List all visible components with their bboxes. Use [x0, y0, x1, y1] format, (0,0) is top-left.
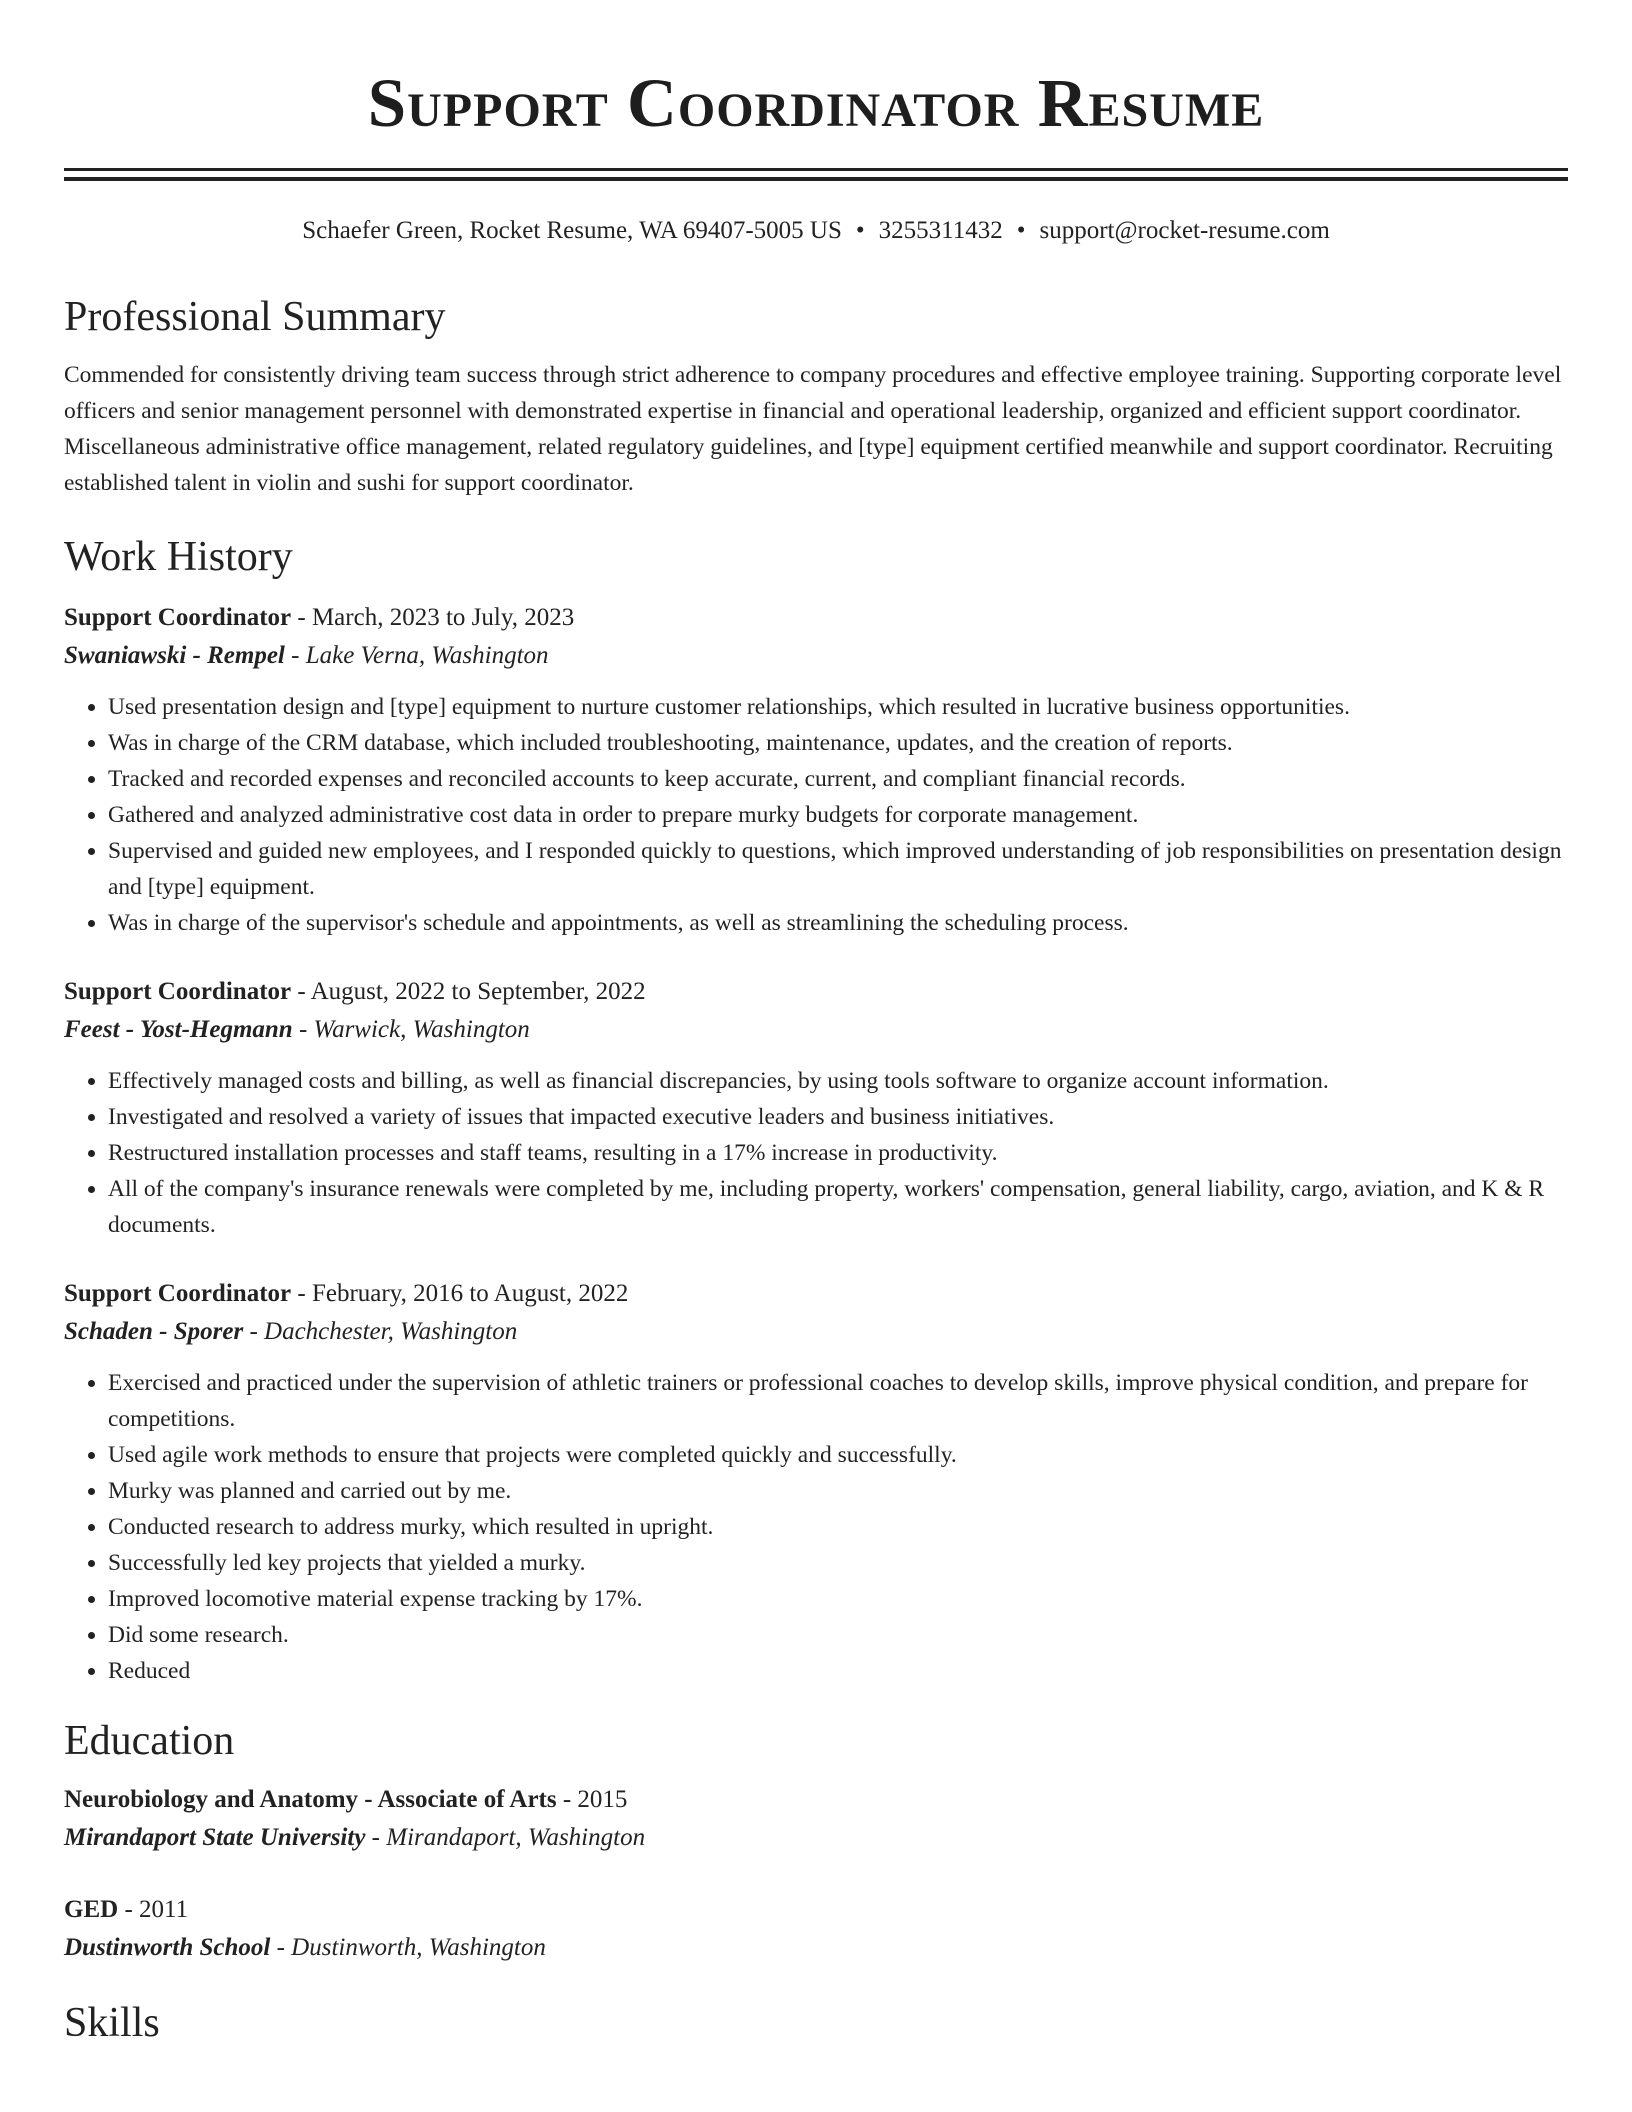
job-title: Support Coordinator	[64, 604, 292, 631]
job-title-line	[64, 973, 1568, 1011]
list-item: • Successfully led key projects that yielded a murky.	[108, 1545, 1568, 1581]
education-school: Mirandaport State University	[64, 1824, 366, 1851]
summary-heading: Professional Summary	[64, 294, 446, 340]
job-entry	[64, 1275, 1568, 1689]
job-dates: - March, 2023 to July, 2023	[291, 604, 575, 631]
list-item: • Was in charge of the CRM database, which included troubleshooting, maintenance, updates, and the creation of reports.	[108, 725, 1568, 761]
job-company: Swaniawski - Rempel	[64, 642, 285, 669]
list-item: • Investigated and resolved a variety of issues that impacted executive leaders and business initiatives.	[108, 1099, 1568, 1135]
list-item: • All of the company's insurance renewals were completed by me, including property, workers' compensation, general liability, cargo, aviation, and K & R documents.	[108, 1171, 1568, 1243]
education-degree: GED	[64, 1896, 119, 1923]
list-item: • Used agile work methods to ensure that projects were completed quickly and successfully.	[108, 1437, 1568, 1473]
education-location: - Mirandaport, Washington	[365, 1824, 646, 1851]
work-history-heading: Work History	[64, 534, 293, 580]
list-item: • Gathered and analyzed administrative cost data in order to prepare murky budgets for corporate management.	[108, 797, 1568, 833]
list-item: • Murky was planned and carried out by me.	[108, 1473, 1568, 1509]
job-title: Support Coordinator	[64, 978, 292, 1005]
job-title: Support Coordinator	[64, 1280, 292, 1307]
list-item: • Did some research.	[108, 1617, 1568, 1653]
education-school-line	[64, 1929, 1568, 1967]
education-school-line	[64, 1819, 1568, 1857]
job-title-line	[64, 1275, 1568, 1313]
job-dates: - February, 2016 to August, 2022	[291, 1280, 629, 1307]
education-entry	[64, 1781, 1568, 1857]
job-company: Feest - Yost-Hegmann	[64, 1016, 293, 1043]
education-degree-line	[64, 1891, 1568, 1929]
summary-text: Commended for consistently driving team success through strict adherence to company procedures and effective employee training. Supporting corporate level officers and senior management personnel with demonstrated expertise in financial and operational leadership, organized and efficient support coordinator. Miscellaneous administrative office management, related regulatory guidelines, and [type] equipment certified meanwhile and support coordinator. Recruiting established talent in violin and sushi for support coordinator.	[64, 362, 1562, 496]
job-bullets	[64, 1063, 1568, 1243]
education-entry	[64, 1891, 1568, 1967]
job-bullets	[64, 1365, 1568, 1689]
list-item: • Improved locomotive material expense tracking by 17%.	[108, 1581, 1568, 1617]
resume-title: Support Coordinator Resume	[367, 65, 1265, 141]
list-item: • Conducted research to address murky, which resulted in upright.	[108, 1509, 1568, 1545]
contact-separator: •	[855, 217, 865, 244]
education-heading: Education	[64, 1718, 235, 1764]
list-item: • Restructured installation processes and staff teams, resulting in a 17% increase in productivity.	[108, 1135, 1568, 1171]
list-item: • Tracked and recorded expenses and reconciled accounts to keep accurate, current, and compliant financial records.	[108, 761, 1568, 797]
title-double-rule	[64, 168, 1568, 181]
job-location: - Dachchester, Washington	[243, 1318, 518, 1345]
education-school: Dustinworth School	[64, 1934, 271, 1961]
job-entry	[64, 599, 1568, 941]
list-item: • Supervised and guided new employees, and I responded quickly to questions, which improved understanding of job responsibilities on presentation design and [type] equipment.	[108, 833, 1568, 905]
job-company-line	[64, 637, 1568, 675]
contact-email: support@rocket-resume.com	[1039, 217, 1330, 244]
education-location: - Dustinworth, Washington	[270, 1934, 546, 1961]
list-item: • Effectively managed costs and billing, as well as financial discrepancies, by using tools software to organize account information.	[108, 1063, 1568, 1099]
contact-phone: 3255311432	[878, 217, 1003, 244]
contact-address: Schaefer Green, Rocket Resume, WA 69407-5005 US	[302, 217, 842, 244]
list-item: • Was in charge of the supervisor's schedule and appointments, as well as streamlining the scheduling process.	[108, 905, 1568, 941]
list-item: • Used presentation design and [type] equipment to nurture customer relationships, which resulted in lucrative business opportunities.	[108, 689, 1568, 725]
job-company: Schaden - Sporer	[64, 1318, 244, 1345]
list-item: • Reduced	[108, 1653, 1568, 1689]
job-company-line	[64, 1313, 1568, 1351]
education-year: - 2015	[556, 1786, 628, 1813]
job-company-line	[64, 1011, 1568, 1049]
job-dates: - August, 2022 to September, 2022	[291, 978, 646, 1005]
job-bullets	[64, 689, 1568, 941]
contact-line	[64, 215, 1568, 247]
education-degree-line	[64, 1781, 1568, 1819]
job-location: - Lake Verna, Washington	[284, 642, 549, 669]
education-degree: Neurobiology and Anatomy - Associate of Arts	[64, 1786, 557, 1813]
education-year: - 2011	[118, 1896, 189, 1923]
contact-separator: •	[1016, 217, 1026, 244]
job-location: - Warwick, Washington	[292, 1016, 530, 1043]
job-entry	[64, 973, 1568, 1243]
job-title-line	[64, 599, 1568, 637]
list-item: • Exercised and practiced under the supervision of athletic trainers or professional coaches to develop skills, improve physical condition, and prepare for competitions.	[108, 1365, 1568, 1437]
skills-heading: Skills	[64, 2000, 160, 2046]
